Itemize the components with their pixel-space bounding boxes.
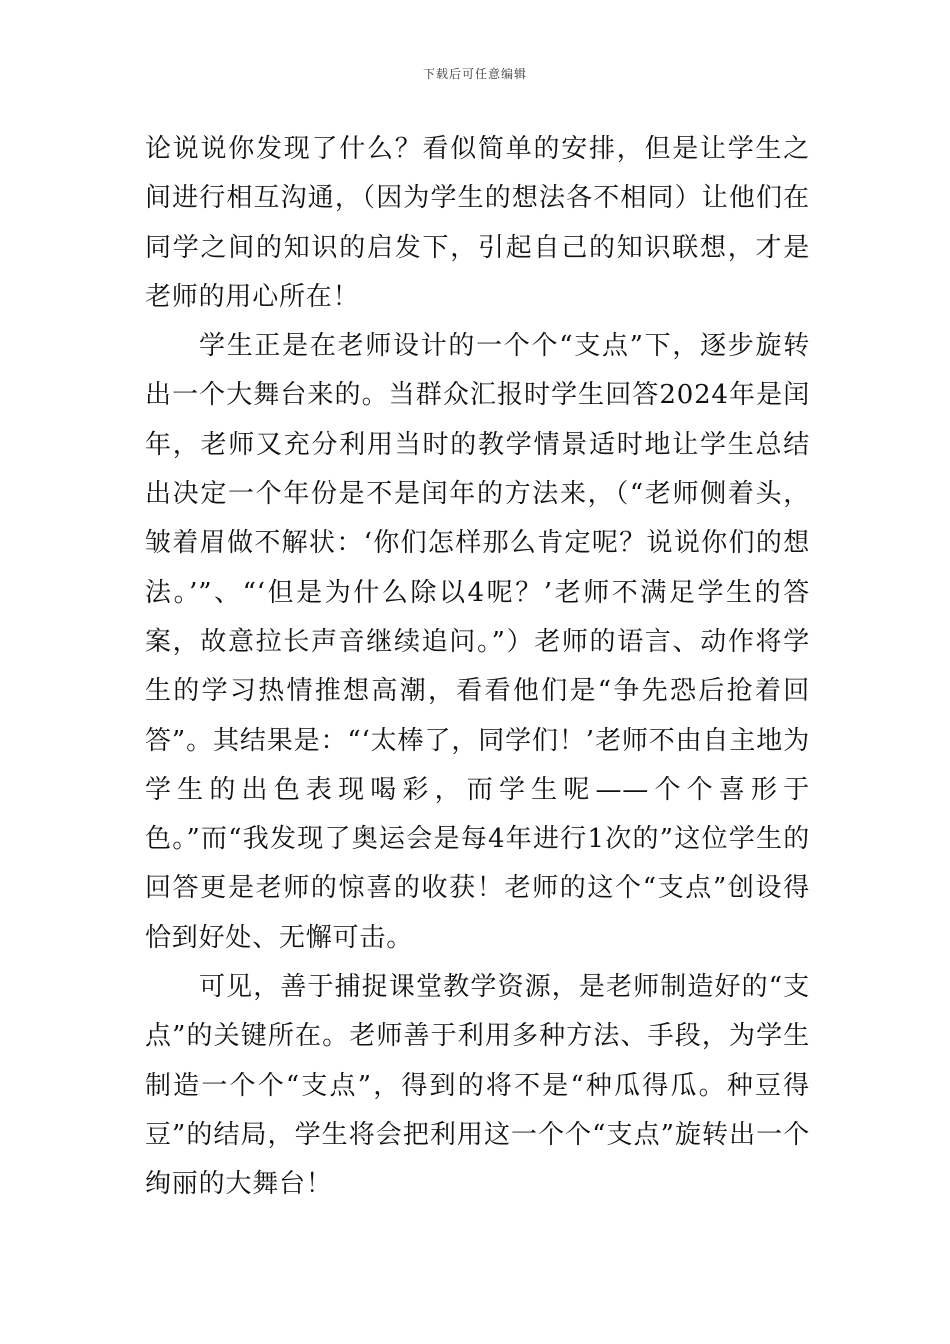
document-body xyxy=(145,125,810,1210)
page-header: 下载后可任意编辑 xyxy=(422,67,527,81)
paragraph-1: 论说说你发现了什么？看似简单的安排，但是让学生之间进行相互沟通，（因为学生的想法各不相同）让他们在同学之间的知识的启发下，引起自己的知识联想，才是老师的用心所在！ xyxy=(145,134,810,312)
paragraph-2: 学生正是在老师设计的一个个“支点”下，逐步旋转出一个大舞台来的。当群众汇报时学生回答2024年是闰年，老师又充分利用当时的教学情景适时地让学生总结出决定一个年份是不是闰年的方法来，（“老师侧着头，皱着眉做不解状：‘你们怎样那么肯定呢？说说你们的想法。’”、“‘但是为什么除以4呢？’老师不满足学生的答案，故意拉长声音继续追问。”）老师的语言、动作将学生的学习热情推想高潮，看看他们是“争先恐后抢着回答”。其结果是：“‘太棒了，同学们！’老师不由自主地为学生的出色表现喝彩，而学生呢——个个喜形于色。”而“我发现了奥运会是每4年进行1次的”这位学生的回答更是老师的惊喜的收获！老师的这个“支点”创设得恰到好处、无懈可击。 xyxy=(145,331,810,953)
paragraph-3: 可见，善于捕捉课堂教学资源，是老师制造好的“支点”的关键所在。老师善于利用多种方法、手段，为学生制造一个个“支点”，得到的将不是“种瓜得瓜。种豆得豆”的结局，学生将会把利用这一个个“支点”旋转出一个绚丽的大舞台！ xyxy=(145,972,810,1200)
